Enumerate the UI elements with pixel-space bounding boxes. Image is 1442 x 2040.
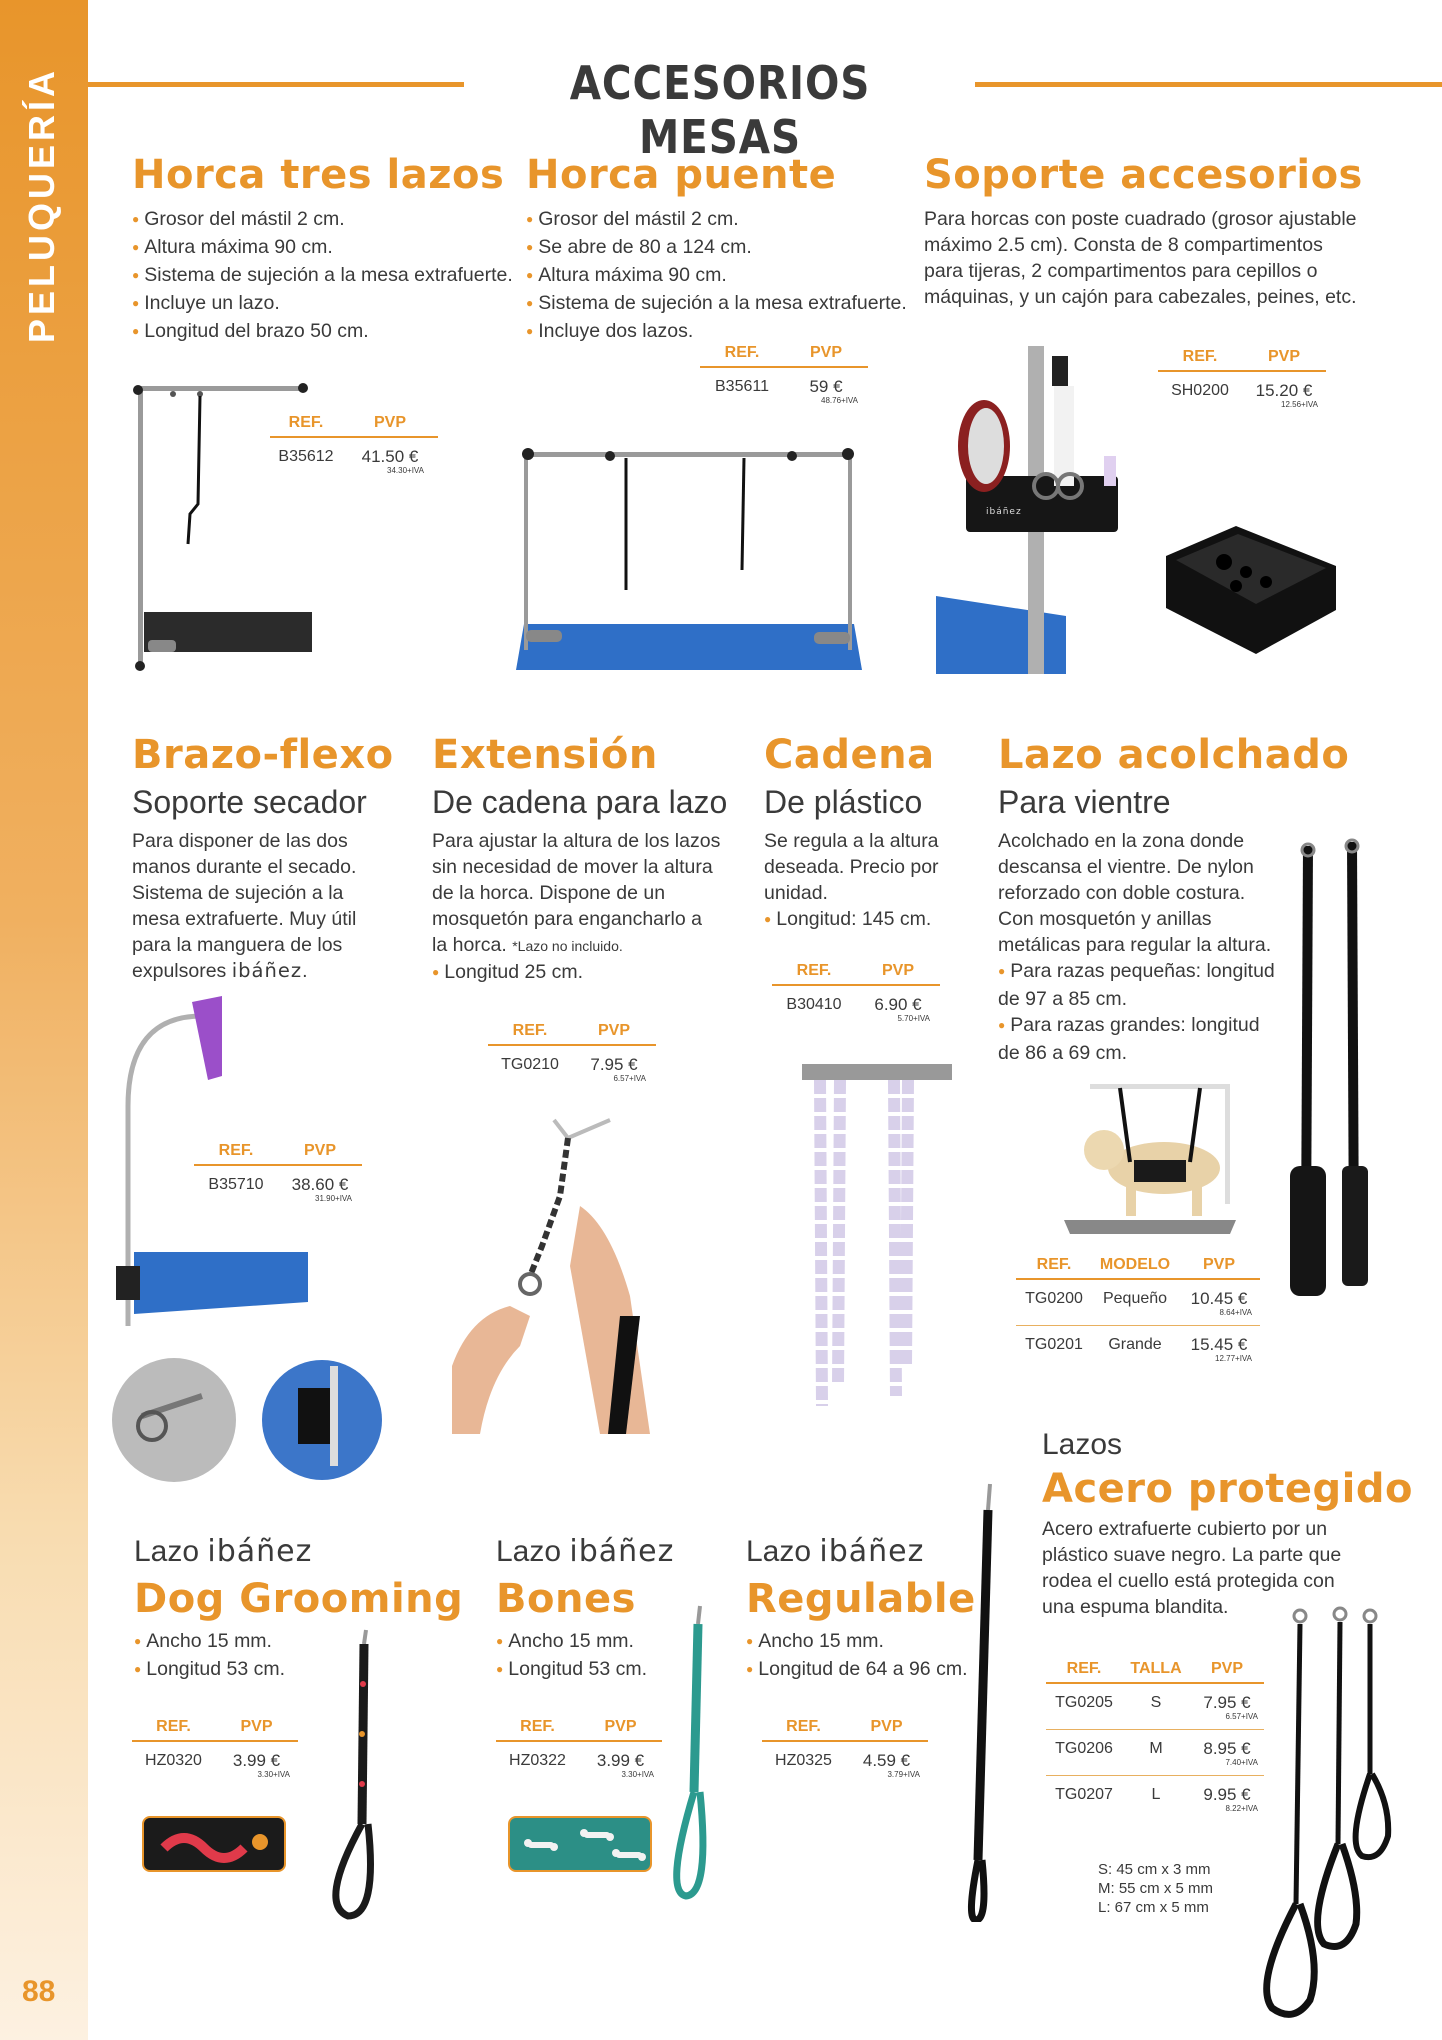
ref-header: REF. (724, 344, 760, 361)
modelo: Grande (1108, 1336, 1162, 1353)
ref-header: REF. (1066, 1660, 1102, 1677)
cadena-subtitle: De plástico (764, 784, 923, 820)
dog-grooming-pre (134, 1534, 312, 1569)
description-line: plástico suave negro. La parte que (1042, 1544, 1342, 1566)
feature-item: ● Incluye un lazo. (132, 290, 513, 318)
pvp-header: PVP (604, 1718, 637, 1735)
regulable-features (746, 1628, 968, 1684)
price: 8.95 € (1203, 1739, 1251, 1758)
price-iva: 3.79+IVA (887, 1770, 920, 1779)
feature-item: ● Longitud 25 cm. (432, 959, 720, 987)
extension-subtitle: De cadena para lazo (432, 784, 728, 820)
lazo-acolchado-dog-image (1060, 1072, 1240, 1238)
acero-price-table (1046, 1660, 1264, 1821)
description-line: rodea el cuello está protegida con (1042, 1570, 1335, 1592)
feature-item: ● Grosor del mástil 2 cm. (526, 206, 907, 234)
price: 7.95 € (590, 1055, 638, 1074)
horca-puente-title: Horca puente (526, 152, 837, 198)
cadena-image (790, 1056, 960, 1418)
regulable-pre (746, 1534, 924, 1569)
table-row (1016, 1280, 1260, 1325)
bones-leash-image (664, 1602, 744, 1902)
ref-code: HZ0322 (509, 1752, 566, 1769)
horca-tres-image (128, 364, 328, 676)
feature-item: ● Grosor del mástil 2 cm. (132, 206, 513, 234)
feature-item: ● Longitud de 64 a 96 cm. (746, 1656, 968, 1684)
price-iva: 8.64+IVA (1219, 1308, 1252, 1317)
feature-item: ● Sistema de sujeción a la mesa extrafuerte. (132, 262, 513, 290)
description-line: Acero extrafuerte cubierto por un (1042, 1518, 1328, 1540)
page-title: ACCESORIOS MESAS (569, 56, 871, 164)
lazo-acolchado-title: Lazo acolchado (998, 732, 1350, 778)
modelo: Pequeño (1102, 1290, 1168, 1307)
dog-grooming-swatch (142, 1816, 286, 1872)
size-line: L: 67 cm x 5 mm (1098, 1899, 1209, 1916)
ref-header: REF. (520, 1718, 555, 1735)
table-row (1046, 1684, 1264, 1729)
talla: M (1149, 1740, 1163, 1757)
feature-item: ● Sistema de sujeción a la mesa extrafuerte. (526, 290, 907, 318)
price-iva: 5.70+IVA (897, 1014, 930, 1023)
table-row (1046, 1729, 1264, 1775)
description-line: Con mosquetón y anillas (998, 908, 1212, 930)
description-line: máquinas, y un cajón para cabezales, peines, etc. (924, 286, 1357, 308)
price: 4.59 € (862, 1751, 911, 1770)
lazo-label: Lazo (746, 1535, 812, 1568)
talla: L (1151, 1786, 1161, 1803)
horca-puente-price-table (700, 344, 868, 413)
price-iva: 3.30+IVA (621, 1770, 654, 1779)
price-iva: 7.40+IVA (1225, 1758, 1258, 1767)
lazo-label: Lazo (134, 1535, 200, 1568)
feature-item: ● Se abre de 80 a 124 cm. (526, 234, 907, 262)
ref-code: B30410 (786, 996, 842, 1013)
price: 6.90 € (874, 995, 922, 1014)
pvp-header: PVP (303, 1142, 336, 1159)
extension-title: Extensión (432, 732, 658, 778)
cadena-price-table (772, 962, 940, 1031)
feature-item: ● Para razas pequeñas: longitud (998, 958, 1275, 986)
description-line: Se regula a la altura (764, 830, 939, 852)
feature-item: ● Longitud del brazo 50 cm. (132, 318, 513, 346)
description-line: expulsores (132, 960, 227, 982)
pvp-header: PVP (373, 414, 406, 431)
soporte-title: Soporte accesorios (924, 152, 1363, 198)
lazo-acolchado-image (1280, 836, 1376, 1304)
lazo-acolchado-description (998, 828, 1275, 1066)
description-line: de 97 a 85 cm. (998, 988, 1127, 1010)
price: 59 € (809, 377, 843, 396)
header-line-left (88, 82, 464, 87)
description-line: de 86 a 69 cm. (998, 1042, 1127, 1064)
ref-code: TG0207 (1055, 1786, 1113, 1803)
price: 3.99 € (596, 1751, 645, 1770)
bones-title: Bones (496, 1576, 636, 1622)
ref-code: TG0206 (1055, 1740, 1113, 1757)
price-iva: 31.90+IVA (315, 1194, 352, 1203)
price-iva: 34.30+IVA (387, 466, 424, 475)
horca-puente-features (526, 206, 907, 346)
description-line: mesa extrafuerte. Muy útil (132, 908, 357, 930)
pvp-header: PVP (240, 1718, 273, 1735)
ref-header: REF. (156, 1718, 191, 1735)
dog-grooming-leash-image (318, 1624, 398, 1922)
description-line: de la horca. Dispone de un (432, 882, 666, 904)
brand-logo: ibáñez (986, 507, 1022, 517)
description-line: reforzado con doble costura. (998, 882, 1246, 904)
feature-item: ● Altura máxima 90 cm. (526, 262, 907, 290)
description-line: metálicas para regular la altura. (998, 934, 1272, 956)
price: 10.45 € (1190, 1289, 1248, 1308)
ref-header: REF. (1182, 348, 1218, 365)
header-line-right (975, 82, 1442, 87)
bones-pre (496, 1534, 674, 1569)
horca-puente-image (514, 440, 864, 674)
feature-item: ● Ancho 15 mm. (496, 1628, 647, 1656)
regulable-leash-image (952, 1480, 1012, 1922)
ref-code: HZ0325 (775, 1752, 832, 1769)
description-line: Sistema de sujeción a la (132, 882, 344, 904)
lazo-label: Lazo (496, 1535, 562, 1568)
price: 38.60 € (291, 1175, 349, 1194)
brand-logo: ibáñez (231, 959, 303, 982)
ref-header: REF. (1036, 1256, 1072, 1273)
extension-price-table (488, 1022, 656, 1091)
brazo-image (112, 996, 382, 1482)
page-number: 88 (22, 1975, 56, 2008)
extension-description (432, 828, 720, 987)
extension-image (450, 1116, 686, 1434)
acero-title: Acero protegido (1042, 1466, 1413, 1512)
ref-code: SH0200 (1171, 382, 1229, 399)
ref-code: B35612 (278, 448, 334, 465)
price-iva: 3.30+IVA (257, 1770, 290, 1779)
dog-grooming-features (134, 1628, 285, 1684)
feature-item: ● Ancho 15 mm. (746, 1628, 968, 1656)
talla-header: TALLA (1130, 1660, 1182, 1677)
pvp-header: PVP (1202, 1256, 1235, 1273)
size-line: S: 45 cm x 3 mm (1098, 1861, 1211, 1878)
size-line: M: 55 cm x 5 mm (1098, 1880, 1214, 1897)
description-line: una espuma blandita. (1042, 1596, 1229, 1618)
price: 3.99 € (232, 1751, 281, 1770)
cadena-description (764, 828, 939, 934)
regulable-title: Regulable (746, 1576, 976, 1622)
price: 15.20 € (1255, 381, 1313, 400)
description-line: para la manguera de los (132, 934, 343, 956)
brazo-description: Para disponer de las dos manos durante el secado. Sistema de sujeción a la mesa extrafuerte. Muy útil para la manguera de los expulsores ibáñez. (132, 830, 357, 982)
dog-grooming-price-table (132, 1718, 298, 1787)
description-line: máximo 2.5 cm). Consta de 8 compartimentos (924, 234, 1323, 256)
lazo-acolchado-subtitle: Para vientre (998, 784, 1171, 820)
description-line: descansa el vientre. De nylon (998, 856, 1254, 878)
feature-item: ● Para razas grandes: longitud (998, 1012, 1275, 1040)
brand-logo: ibáñez (569, 1534, 675, 1569)
description-line: unidad. (764, 882, 828, 904)
ref-header: REF. (512, 1022, 548, 1039)
description-line: la horca. (432, 934, 507, 956)
price-iva: 12.77+IVA (1215, 1354, 1252, 1363)
table-row (1016, 1325, 1260, 1371)
ref-code: TG0200 (1025, 1290, 1083, 1307)
bones-features (496, 1628, 647, 1684)
soporte-description (924, 206, 1357, 310)
cadena-title: Cadena (764, 732, 935, 778)
ref-header: REF. (786, 1718, 821, 1735)
price-iva: 8.22+IVA (1225, 1804, 1258, 1813)
feature-item: ● Incluye dos lazos. (526, 318, 907, 346)
ref-code: B35710 (208, 1176, 264, 1193)
horca-tres-features (132, 206, 513, 346)
ref-code: B35611 (715, 378, 769, 395)
price-iva: 12.56+IVA (1281, 400, 1318, 409)
ref-code: TG0210 (501, 1056, 559, 1073)
feature-item: ● Altura máxima 90 cm. (132, 234, 513, 262)
ref-code: TG0205 (1055, 1694, 1113, 1711)
acero-sizes (1098, 1860, 1213, 1917)
description-line: Para horcas con poste cuadrado (grosor ajustable (924, 208, 1357, 230)
description-line: Para ajustar la altura de los lazos (432, 830, 721, 852)
price-iva: 6.57+IVA (1225, 1712, 1258, 1721)
lazo-acolchado-price-table (1016, 1256, 1260, 1371)
ref-header: REF. (288, 414, 324, 431)
bones-swatch (508, 1816, 652, 1872)
feature-item: ● Longitud 53 cm. (496, 1656, 647, 1684)
brazo-subtitle: Soporte secador (132, 784, 367, 820)
feature-item: ● Ancho 15 mm. (134, 1628, 285, 1656)
modelo-header: MODELO (1099, 1256, 1171, 1273)
description-line: sin necesidad de mover la altura (432, 856, 713, 878)
ref-code: TG0201 (1025, 1336, 1083, 1353)
pvp-header: PVP (1267, 348, 1300, 365)
brazo-title: Brazo-flexo (132, 732, 394, 778)
footnote: *Lazo no incluido. (512, 938, 623, 954)
dog-grooming-title: Dog Grooming (134, 1576, 464, 1622)
description-line: Para disponer de las dos (132, 830, 348, 852)
description-line: manos durante el secado. (132, 856, 357, 878)
regulable-price-table (762, 1718, 928, 1787)
ref-code: HZ0320 (145, 1752, 202, 1769)
description-line: Acolchado en la zona donde (998, 830, 1245, 852)
description-line: deseada. Precio por (764, 856, 939, 878)
pvp-header: PVP (597, 1022, 630, 1039)
horca-tres-title: Horca tres lazos (132, 152, 505, 198)
feature-item: ● Longitud: 145 cm. (764, 906, 939, 934)
price: 9.95 € (1203, 1785, 1251, 1804)
brand-logo: ibáñez (207, 1534, 313, 1569)
ref-header: REF. (218, 1142, 254, 1159)
pvp-header: PVP (881, 962, 914, 979)
pvp-header: PVP (809, 344, 842, 361)
feature-item: ● Longitud 53 cm. (134, 1656, 285, 1684)
price: 41.50 € (361, 447, 419, 466)
description-line: para tijeras, 2 compartimentos para cepillos o (924, 260, 1318, 282)
ref-header: REF. (796, 962, 832, 979)
price-iva: 6.57+IVA (613, 1074, 646, 1083)
pvp-header: PVP (870, 1718, 903, 1735)
talla: S (1150, 1694, 1162, 1711)
pvp-header: PVP (1210, 1660, 1243, 1677)
table-row (1046, 1775, 1264, 1821)
price-iva: 48.76+IVA (821, 396, 858, 405)
acero-pre: Lazos (1042, 1428, 1123, 1461)
soporte-image (936, 346, 1356, 674)
acero-loops-image (1250, 1604, 1410, 2024)
price: 7.95 € (1203, 1693, 1251, 1712)
section-label: PELUQUERÍA (21, 66, 62, 344)
bones-price-table (496, 1718, 662, 1787)
brand-logo: ibáñez (819, 1534, 925, 1569)
price: 15.45 € (1190, 1335, 1248, 1354)
description-line: mosquetón para engancharlo a (432, 908, 702, 930)
